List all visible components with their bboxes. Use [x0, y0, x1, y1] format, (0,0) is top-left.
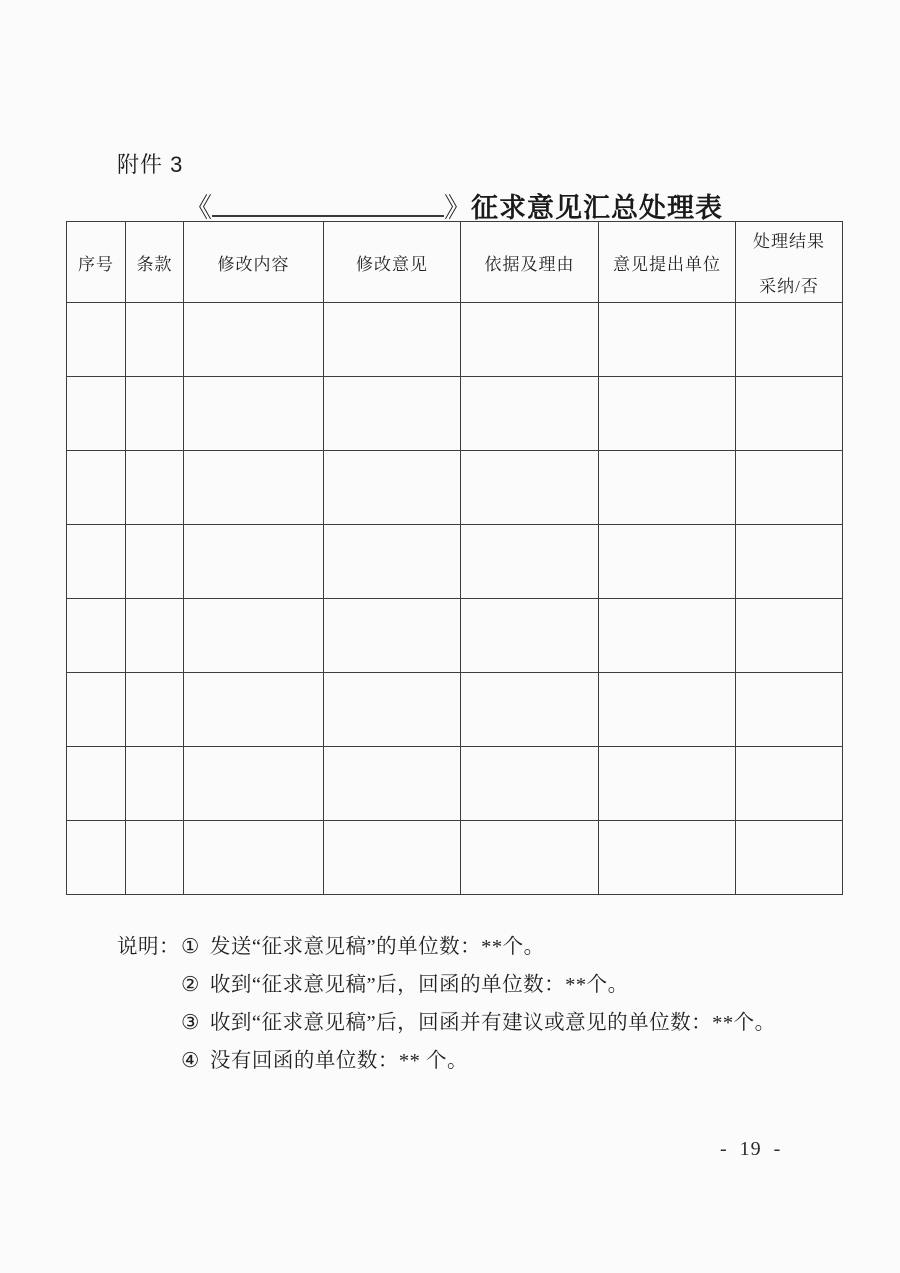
table-cell: [324, 303, 461, 377]
comment-summary-table: [66, 221, 843, 895]
title-text: 征求意见汇总处理表: [471, 193, 723, 223]
table-cell: [67, 451, 126, 525]
table-cell: [599, 451, 736, 525]
table-cell: [599, 377, 736, 451]
table-cell: [184, 377, 324, 451]
header-cell-processing-result: [736, 222, 843, 303]
table-cell: [599, 821, 736, 895]
note-text: 发送“征求意见稿”的单位数：**个。: [209, 936, 545, 958]
title-close-bracket: 》: [444, 193, 471, 223]
page-number: - 19 -: [720, 1138, 782, 1160]
table-cell: [461, 303, 599, 377]
note-text: 没有回函的单位数：** 个。: [209, 1050, 469, 1072]
table-cell: [184, 673, 324, 747]
table-cell: [67, 747, 126, 821]
header-cell-modification-opinion: 修改意见: [324, 222, 461, 303]
header-cell-modified-content: 修改内容: [184, 222, 324, 303]
table-cell: [736, 451, 843, 525]
table-cell: [67, 599, 126, 673]
table-cell: [324, 525, 461, 599]
table-cell: [184, 451, 324, 525]
table-cell: [736, 377, 843, 451]
note-line: [117, 1042, 837, 1080]
table-cell: [184, 599, 324, 673]
header-cell-basis-and-reason: 依据及理由: [461, 222, 599, 303]
table-cell: [324, 599, 461, 673]
table-cell: [324, 673, 461, 747]
table-cell: [184, 747, 324, 821]
table-cell: [736, 525, 843, 599]
title-open-bracket: 《: [185, 193, 212, 223]
table-cell: [736, 821, 843, 895]
table-cell: [67, 673, 126, 747]
table-cell: [736, 599, 843, 673]
header-line-adopted-or-not: 采纳/否: [759, 277, 819, 296]
note-number: ③: [181, 1012, 200, 1034]
table-cell: [126, 747, 184, 821]
header-line-processing-result: 处理结果: [753, 232, 825, 251]
notes-label: 说明：: [117, 936, 180, 958]
table-cell: [324, 451, 461, 525]
table-cell: [599, 747, 736, 821]
note-line: [117, 928, 837, 966]
note-line: [117, 966, 837, 1004]
table-cell: [67, 303, 126, 377]
table-row: [67, 303, 843, 377]
table-cell: [599, 599, 736, 673]
table-cell: [461, 821, 599, 895]
table-cell: [461, 747, 599, 821]
processing-result-header-lines: [736, 227, 842, 297]
document-title: [66, 186, 842, 225]
table-cell: [461, 451, 599, 525]
table-cell: [126, 451, 184, 525]
table-cell: [126, 377, 184, 451]
table-header-row: [67, 222, 843, 303]
table-cell: [324, 747, 461, 821]
attachment-label: 附件 3: [117, 152, 184, 177]
table-cell: [67, 821, 126, 895]
table-cell: [461, 599, 599, 673]
table-row: [67, 747, 843, 821]
header-cell-proposing-unit: 意见提出单位: [599, 222, 736, 303]
note-line: [117, 1004, 837, 1042]
note-text: 收到“征求意见稿”后，回函的单位数：**个。: [209, 974, 629, 996]
table-cell: [736, 747, 843, 821]
note-number: ④: [181, 1050, 200, 1072]
table-row: [67, 525, 843, 599]
table-cell: [736, 673, 843, 747]
table-cell: [599, 525, 736, 599]
table-cell: [126, 525, 184, 599]
table-row: [67, 821, 843, 895]
table-cell: [126, 673, 184, 747]
table-row: [67, 451, 843, 525]
table-row: [67, 673, 843, 747]
table-cell: [67, 377, 126, 451]
table-cell: [184, 525, 324, 599]
table-cell: [184, 821, 324, 895]
table-cell: [126, 599, 184, 673]
note-text: 收到“征求意见稿”后，回函并有建议或意见的单位数：**个。: [209, 1012, 776, 1034]
table-cell: [599, 303, 736, 377]
note-number: ①: [181, 936, 200, 958]
table-cell: [461, 673, 599, 747]
table-cell: [736, 303, 843, 377]
table-cell: [599, 673, 736, 747]
table-cell: [67, 525, 126, 599]
table-cell: [461, 377, 599, 451]
table-body: [67, 303, 843, 895]
table-cell: [126, 303, 184, 377]
header-cell-clause: 条款: [126, 222, 184, 303]
note-number: ②: [181, 974, 200, 996]
title-blank-underline: [212, 215, 444, 217]
table-cell: [461, 525, 599, 599]
table-cell: [126, 821, 184, 895]
notes-section: [117, 928, 837, 1080]
table-cell: [324, 821, 461, 895]
table-cell: [324, 377, 461, 451]
table-cell: [184, 303, 324, 377]
table-row: [67, 377, 843, 451]
table-row: [67, 599, 843, 673]
header-cell-serial-number: 序号: [67, 222, 126, 303]
